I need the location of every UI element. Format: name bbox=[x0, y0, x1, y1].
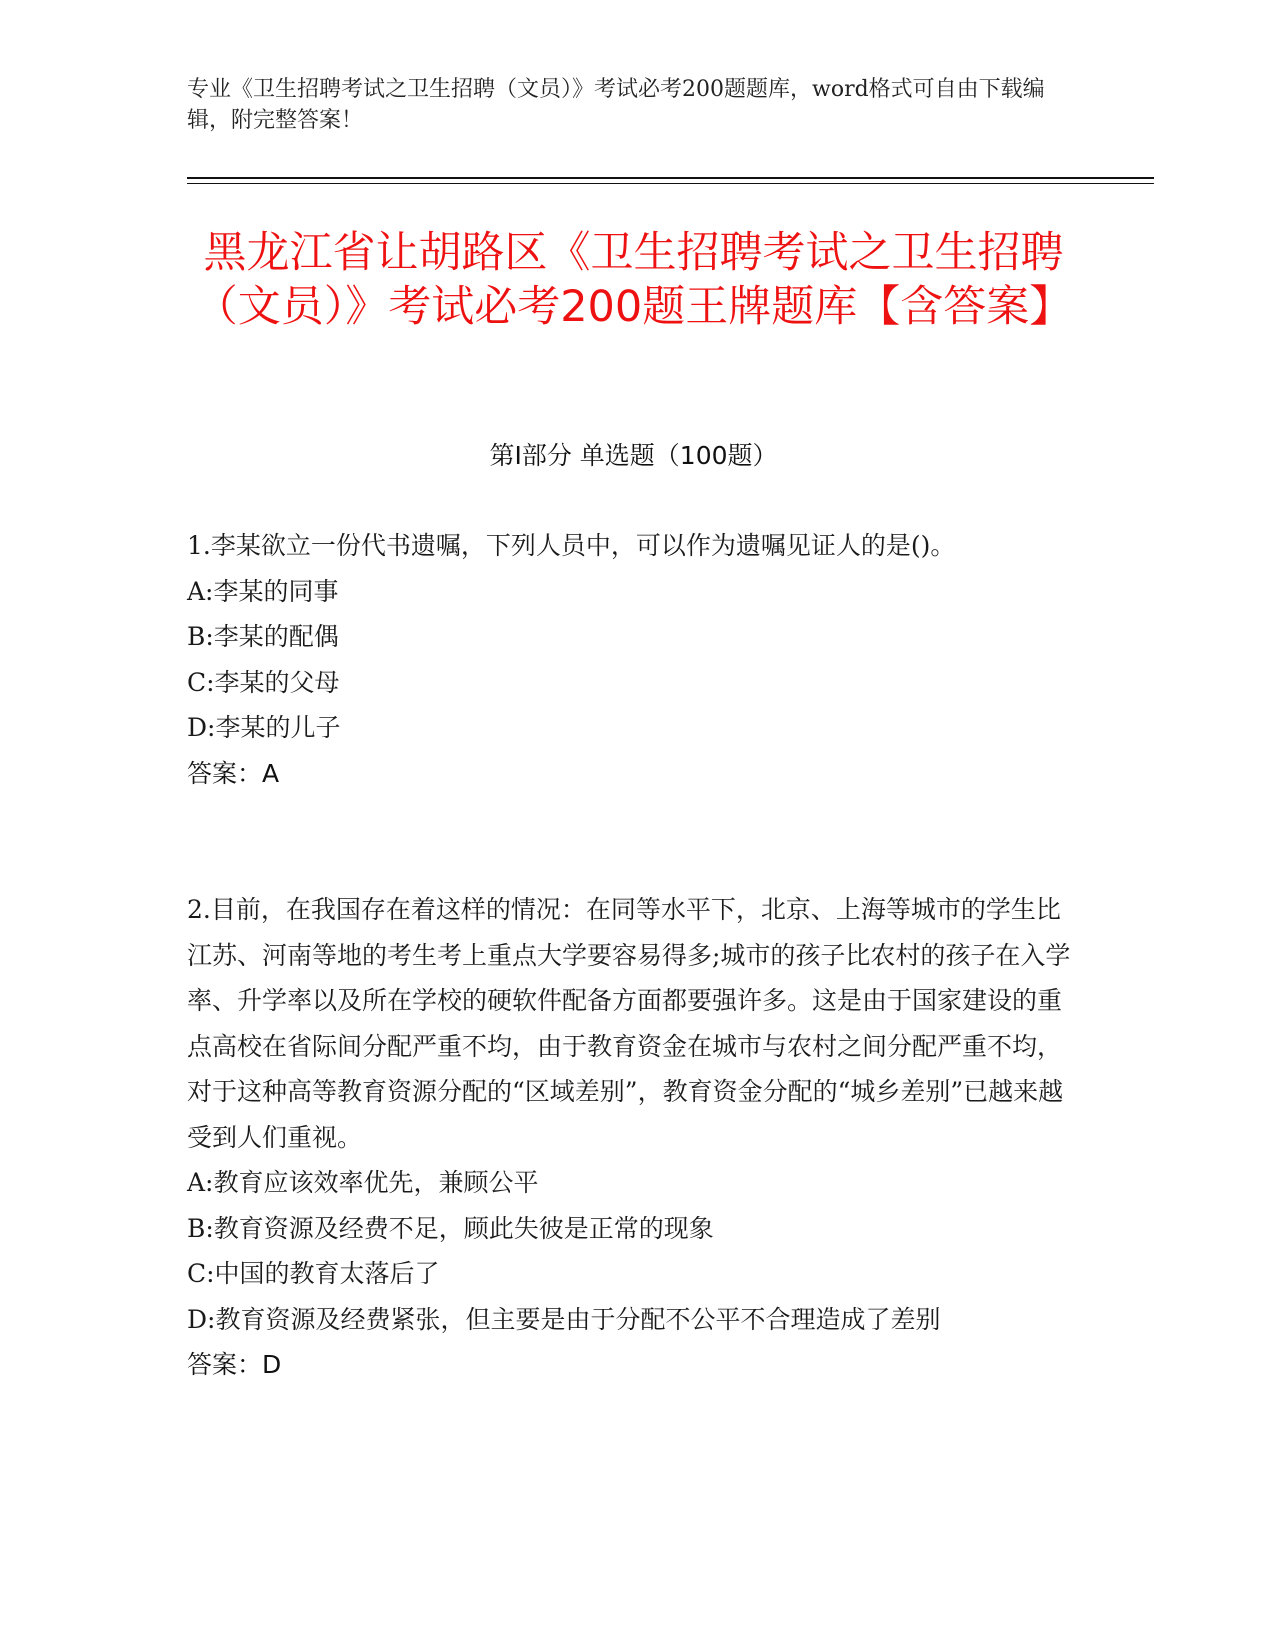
option-d: D:教育资源及经费紧张，但主要是由于分配不公平不合理造成了差别 bbox=[187, 1304, 941, 1334]
question-1 bbox=[187, 523, 1080, 796]
section-title: 第Ⅰ部分 单选题（100题） bbox=[489, 441, 778, 470]
option-b: B:教育资源及经费不足，顾此失彼是正常的现象 bbox=[187, 1213, 714, 1243]
header-divider-thick bbox=[187, 177, 1154, 179]
question-stem: 1.李某欲立一份代书遗嘱，下列人员中，可以作为遗嘱见证人的是()。 bbox=[187, 531, 956, 560]
answer-line: 答案：A bbox=[187, 758, 280, 788]
option-a: A:教育应该效率优先，兼顾公平 bbox=[187, 1168, 539, 1197]
option-d: D:李某的儿子 bbox=[187, 713, 341, 742]
question-2 bbox=[187, 887, 1080, 1388]
option-a: A:李某的同事 bbox=[187, 576, 339, 606]
option-c: C:李某的父母 bbox=[187, 667, 340, 697]
header-divider-thin bbox=[187, 183, 1154, 184]
answer-line: 答案：D bbox=[187, 1350, 282, 1379]
document-title: 黑龙江省让胡路区《卫生招聘考试之卫生招聘（文员）》考试必考200题王牌题库【含答案】 bbox=[194, 228, 1073, 332]
header-note: 专业《卫生招聘考试之卫生招聘（文员）》考试必考200题题库，word格式可自由下载编辑，附完整答案！ bbox=[187, 77, 1045, 133]
question-stem: 2.目前，在我国存在着这样的情况：在同等水平下，北京、上海等城市的学生比江苏、河南等地的考生考上重点大学要容易得多;城市的孩子比农村的孩子在入学率、升学率以及所在学校的硬软件配备方面都要强许多。这是由于国家建设的重点高校在省际间分配严重不均，由于教育资金在城市与农村之间分配严重不均，对于这种高等教育资源分配的“区域差别”，教育资金分配的“城乡差别”已越来越受到人们重视。 bbox=[187, 895, 1071, 1152]
option-c: C:中国的教育太落后了 bbox=[187, 1259, 440, 1288]
option-b: B:李某的配偶 bbox=[187, 622, 339, 651]
